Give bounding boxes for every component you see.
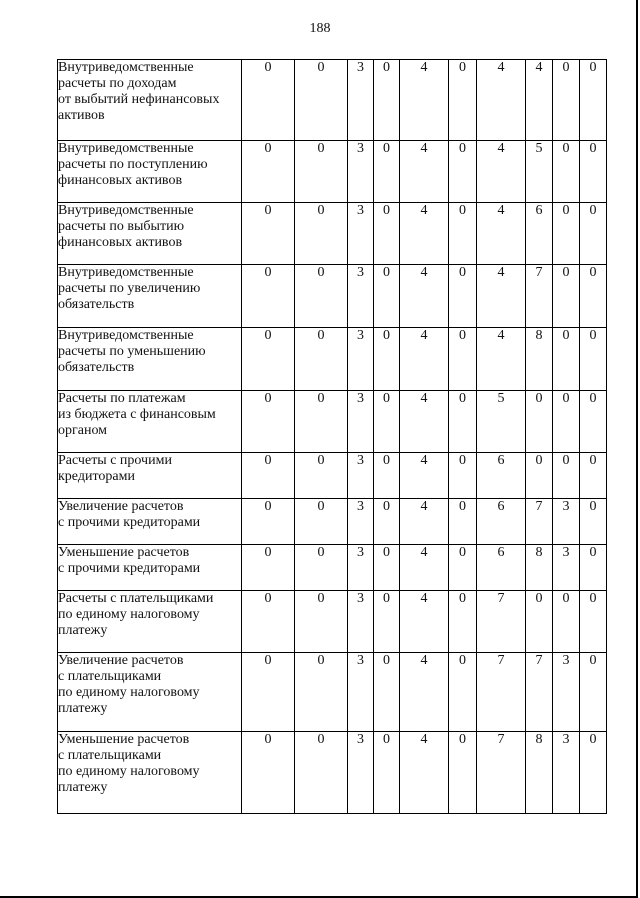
table-row	[58, 653, 607, 732]
code-digit-cell: 0	[374, 265, 400, 328]
code-digit-cell: 3	[348, 203, 374, 265]
account-name-cell	[58, 391, 242, 453]
code-digit-cell: 0	[295, 328, 348, 391]
code-digit-cell: 0	[553, 328, 580, 391]
account-name-line: Уменьшение расчетов	[58, 545, 190, 560]
code-digit-cell: 4	[477, 60, 526, 141]
code-digit-cell: 0	[553, 60, 580, 141]
account-name-line: с плательщиками	[58, 748, 162, 763]
code-digit-cell: 7	[526, 499, 553, 545]
code-digit-cell: 4	[400, 203, 449, 265]
table-row	[58, 591, 607, 653]
account-name-line: по единому налоговому	[58, 685, 200, 700]
code-digit-cell: 7	[526, 265, 553, 328]
account-name-line: финансовых активов	[58, 173, 183, 188]
code-digit-cell: 3	[348, 265, 374, 328]
code-digit-cell: 0	[242, 732, 295, 814]
account-name-line: расчеты по уменьшению	[58, 344, 206, 359]
account-name-line: с прочими кредиторами	[58, 561, 201, 576]
code-digit-cell: 0	[374, 591, 400, 653]
account-name-cell	[58, 60, 242, 141]
code-digit-cell: 0	[295, 499, 348, 545]
code-digit-cell: 3	[348, 60, 374, 141]
code-digit-cell: 4	[400, 60, 449, 141]
code-digit-cell: 0	[295, 453, 348, 499]
code-digit-cell: 0	[242, 499, 295, 545]
code-digit-cell: 0	[580, 391, 607, 453]
code-digit-cell: 0	[580, 141, 607, 203]
code-digit-cell: 0	[580, 203, 607, 265]
code-digit-cell: 0	[295, 653, 348, 732]
code-digit-cell: 4	[400, 265, 449, 328]
account-name-cell	[58, 499, 242, 545]
account-name-cell	[58, 328, 242, 391]
account-name-cell	[58, 453, 242, 499]
code-digit-cell: 8	[526, 328, 553, 391]
account-name-line: Увеличение расчетов	[58, 499, 184, 514]
code-digit-cell: 3	[553, 732, 580, 814]
code-digit-cell: 7	[477, 732, 526, 814]
account-name-line: расчеты по доходам	[58, 76, 177, 91]
code-digit-cell: 3	[348, 141, 374, 203]
code-digit-cell: 0	[449, 653, 477, 732]
code-digit-cell: 0	[295, 265, 348, 328]
account-name-line: Расчеты по платежам	[58, 391, 186, 406]
account-name-line: расчеты по увеличению	[58, 281, 201, 296]
code-digit-cell: 0	[374, 391, 400, 453]
code-digit-cell: 0	[580, 265, 607, 328]
code-digit-cell: 0	[553, 141, 580, 203]
code-digit-cell: 0	[449, 453, 477, 499]
code-digit-cell: 0	[553, 453, 580, 499]
account-name-line: активов	[58, 108, 105, 123]
account-name-cell	[58, 141, 242, 203]
account-name-line: финансовых активов	[58, 235, 183, 250]
account-name-line: Расчеты с плательщиками	[58, 591, 214, 606]
account-name-line: обязательств	[58, 360, 135, 375]
code-digit-cell: 0	[580, 328, 607, 391]
code-digit-cell: 0	[553, 391, 580, 453]
code-digit-cell: 0	[580, 545, 607, 591]
code-digit-cell: 5	[526, 141, 553, 203]
code-digit-cell: 0	[242, 203, 295, 265]
code-digit-cell: 6	[477, 545, 526, 591]
account-name-line: органом	[58, 423, 108, 438]
code-digit-cell: 0	[242, 453, 295, 499]
account-name-cell	[58, 591, 242, 653]
table-row	[58, 141, 607, 203]
account-name-line: Внутриведомственные	[58, 328, 194, 343]
code-digit-cell: 0	[242, 545, 295, 591]
code-digit-cell: 0	[553, 203, 580, 265]
account-name-cell	[58, 653, 242, 732]
code-digit-cell: 4	[400, 141, 449, 203]
code-digit-cell: 0	[580, 732, 607, 814]
account-name-line: Внутриведомственные	[58, 203, 194, 218]
code-digit-cell: 4	[477, 141, 526, 203]
account-name-line: Внутриведомственные	[58, 60, 194, 75]
code-digit-cell: 0	[449, 203, 477, 265]
code-digit-cell: 0	[449, 591, 477, 653]
code-digit-cell: 3	[553, 545, 580, 591]
account-name-line: платежу	[58, 780, 108, 795]
code-digit-cell: 0	[449, 499, 477, 545]
code-digit-cell: 4	[400, 653, 449, 732]
code-digit-cell: 0	[374, 732, 400, 814]
code-digit-cell: 0	[374, 499, 400, 545]
code-digit-cell: 3	[348, 732, 374, 814]
table-row	[58, 203, 607, 265]
code-digit-cell: 3	[553, 499, 580, 545]
code-digit-cell: 3	[348, 653, 374, 732]
account-name-line: из бюджета с финансовым	[58, 407, 216, 422]
account-name-line: расчеты по выбытию	[58, 219, 185, 234]
code-digit-cell: 4	[400, 732, 449, 814]
code-digit-cell: 5	[477, 391, 526, 453]
code-digit-cell: 6	[526, 203, 553, 265]
code-digit-cell: 3	[348, 328, 374, 391]
code-digit-cell: 0	[374, 328, 400, 391]
account-name-line: от выбытий нефинансовых	[58, 92, 220, 107]
code-digit-cell: 4	[477, 265, 526, 328]
code-digit-cell: 0	[242, 265, 295, 328]
code-digit-cell: 0	[374, 545, 400, 591]
code-digit-cell: 0	[526, 591, 553, 653]
code-digit-cell: 0	[374, 453, 400, 499]
account-name-line: Уменьшение расчетов	[58, 732, 190, 747]
code-digit-cell: 3	[348, 453, 374, 499]
account-name-line: платежу	[58, 623, 108, 638]
code-digit-cell: 0	[580, 453, 607, 499]
code-digit-cell: 0	[580, 60, 607, 141]
code-digit-cell: 0	[295, 203, 348, 265]
code-digit-cell: 0	[580, 499, 607, 545]
code-digit-cell: 0	[242, 60, 295, 141]
code-digit-cell: 0	[526, 391, 553, 453]
account-name-cell	[58, 203, 242, 265]
code-digit-cell: 4	[400, 591, 449, 653]
code-digit-cell: 3	[553, 653, 580, 732]
table-row	[58, 328, 607, 391]
code-digit-cell: 0	[295, 591, 348, 653]
code-digit-cell: 0	[295, 391, 348, 453]
code-digit-cell: 8	[526, 545, 553, 591]
code-digit-cell: 4	[526, 60, 553, 141]
code-digit-cell: 7	[477, 591, 526, 653]
code-digit-cell: 0	[553, 265, 580, 328]
account-name-line: с прочими кредиторами	[58, 515, 201, 530]
code-digit-cell: 0	[449, 545, 477, 591]
code-digit-cell: 0	[374, 203, 400, 265]
account-name-line: платежу	[58, 701, 108, 716]
code-digit-cell: 4	[400, 453, 449, 499]
code-digit-cell: 4	[400, 328, 449, 391]
code-digit-cell: 0	[242, 591, 295, 653]
code-digit-cell: 0	[580, 653, 607, 732]
account-name-cell	[58, 265, 242, 328]
code-digit-cell: 0	[242, 141, 295, 203]
code-digit-cell: 0	[374, 653, 400, 732]
code-digit-cell: 0	[449, 60, 477, 141]
code-digit-cell: 0	[553, 591, 580, 653]
code-digit-cell: 4	[400, 499, 449, 545]
code-digit-cell: 7	[477, 653, 526, 732]
table-row	[58, 265, 607, 328]
code-digit-cell: 0	[449, 732, 477, 814]
account-name-line: Увеличение расчетов	[58, 653, 184, 668]
code-digit-cell: 0	[449, 391, 477, 453]
table-row	[58, 60, 607, 141]
code-digit-cell: 4	[400, 545, 449, 591]
code-digit-cell: 0	[580, 591, 607, 653]
table-row	[58, 453, 607, 499]
account-name-line: Внутриведомственные	[58, 141, 194, 156]
account-name-line: с плательщиками	[58, 669, 162, 684]
account-name-line: расчеты по поступлению	[58, 157, 208, 172]
code-digit-cell: 3	[348, 499, 374, 545]
account-codes-table	[57, 59, 607, 814]
code-digit-cell: 8	[526, 732, 553, 814]
table-row	[58, 391, 607, 453]
account-name-line: Внутриведомственные	[58, 265, 194, 280]
code-digit-cell: 0	[295, 141, 348, 203]
code-digit-cell: 0	[295, 732, 348, 814]
code-digit-cell: 0	[242, 328, 295, 391]
code-digit-cell: 4	[477, 203, 526, 265]
table-row	[58, 499, 607, 545]
table-row	[58, 732, 607, 814]
code-digit-cell: 6	[477, 453, 526, 499]
code-digit-cell: 4	[477, 328, 526, 391]
account-name-cell	[58, 545, 242, 591]
code-digit-cell: 3	[348, 391, 374, 453]
account-name-line: Расчеты с прочими	[58, 453, 172, 468]
code-digit-cell: 0	[449, 141, 477, 203]
code-digit-cell: 0	[374, 141, 400, 203]
code-digit-cell: 0	[242, 391, 295, 453]
code-digit-cell: 4	[400, 391, 449, 453]
code-digit-cell: 0	[449, 265, 477, 328]
account-name-line: по единому налоговому	[58, 764, 200, 779]
code-digit-cell: 6	[477, 499, 526, 545]
account-name-line: кредиторами	[58, 469, 135, 484]
code-digit-cell: 0	[242, 653, 295, 732]
account-name-line: обязательств	[58, 297, 135, 312]
code-digit-cell: 3	[348, 545, 374, 591]
code-digit-cell: 3	[348, 591, 374, 653]
code-digit-cell: 0	[526, 453, 553, 499]
code-digit-cell: 0	[449, 328, 477, 391]
code-digit-cell: 0	[374, 60, 400, 141]
account-name-cell	[58, 732, 242, 814]
code-digit-cell: 7	[526, 653, 553, 732]
page-number: 188	[309, 21, 331, 36]
code-digit-cell: 0	[295, 545, 348, 591]
account-name-line: по единому налоговому	[58, 607, 200, 622]
code-digit-cell: 0	[295, 60, 348, 141]
table-row	[58, 545, 607, 591]
